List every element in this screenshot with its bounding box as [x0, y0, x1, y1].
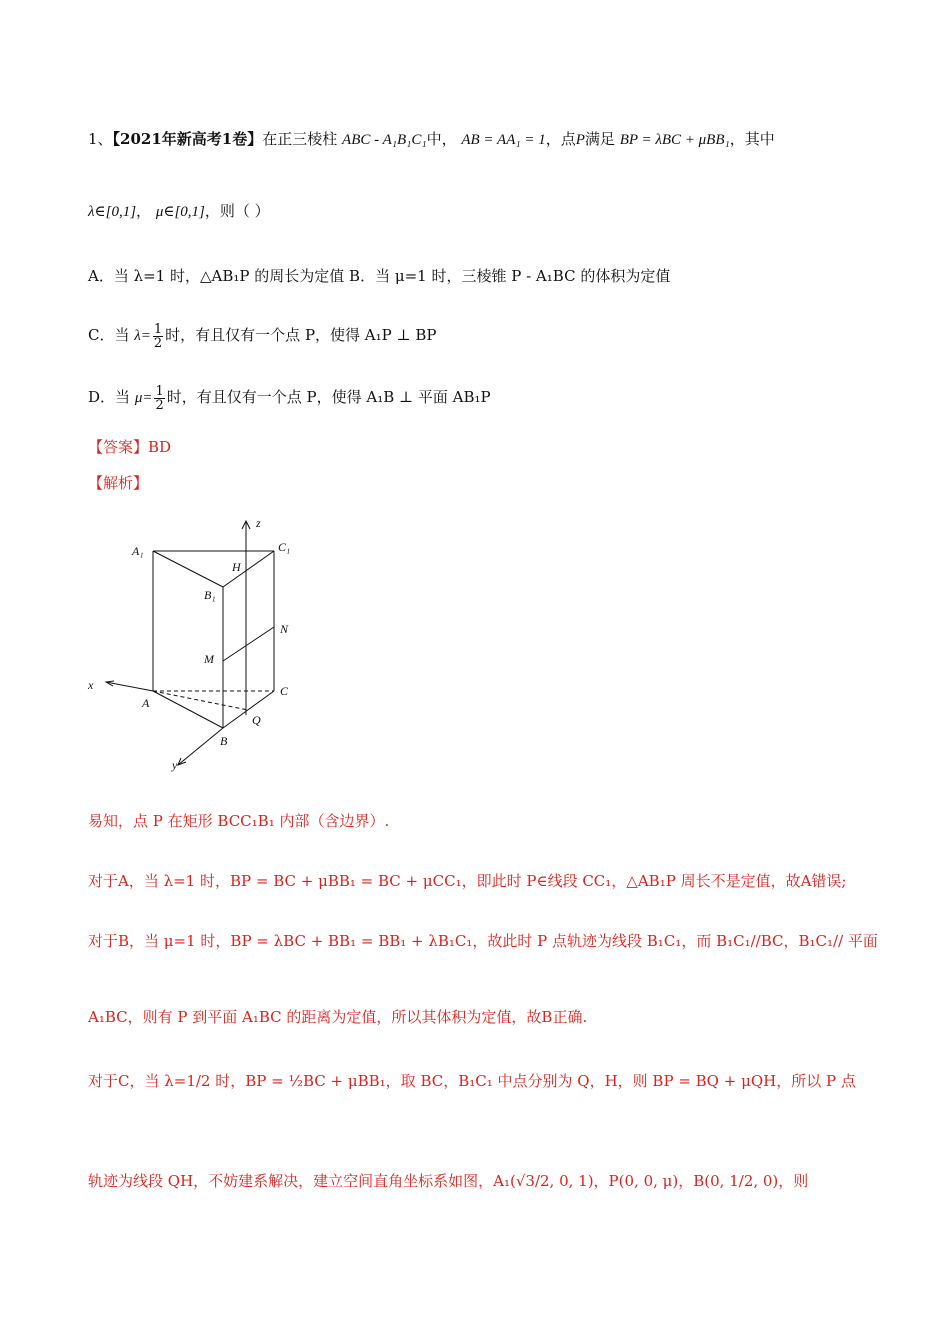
option-c: C．当 λ= $\frac{1}{2}$ 时，有且仅有一个点 P，使得 A₁P ⊥ BP	[88, 321, 437, 351]
label-y: y	[172, 758, 178, 772]
question-line-2: λ∈[0,1]， μ∈[0,1]，则（ ）	[88, 202, 270, 220]
question-line-1: 1、【2021年新高考1卷】在正三棱柱 ABC - A₁B₁C₁中， AB = AA₁ = 1，点P满足 BP = λBC + μBB₁，其中	[88, 130, 775, 148]
answer-line: 【答案】BD	[88, 438, 172, 456]
label-n: N	[280, 622, 289, 636]
label-b1: B₁	[204, 588, 216, 602]
option-a: A．当 λ=1 时，△AB₁P 的周长为定值	[88, 267, 345, 285]
analysis-p4: A₁BC，则有 P 到平面 A₁BC 的距离为定值，所以其体积为定值，故B正确.	[88, 1008, 588, 1026]
analysis-p3: 对于B，当 μ=1 时，BP = λBC + BB₁ = BB₁ + λB₁C₁，故此时 P 点轨迹为线段 B₁C₁，而 B₁C₁//BC，B₁C₁// 平面	[88, 932, 878, 950]
label-c: C	[280, 684, 289, 698]
label-a1: A₁	[132, 544, 144, 558]
segment-aq-hidden	[153, 691, 248, 710]
analysis-p5: 对于C，当 λ=1/2 时，BP = ½BC + μBB₁，取 BC，B₁C₁ 中点分别为 Q，H，则 BP = BQ + μQH，所以 P 点	[88, 1072, 856, 1090]
question-source: 【2021年新高考1卷】	[112, 130, 263, 148]
mu-range: μ∈[0,1]	[155, 204, 205, 220]
x-axis	[106, 682, 153, 691]
option-d: D．当 μ= $\frac{1}{2}$ 时，有且仅有一个点 P，使得 A₁B ⊥ 平面 AB₁P	[88, 383, 491, 413]
edge-a-b	[153, 691, 223, 728]
lambda-range: λ∈[0,1]	[88, 204, 137, 220]
label-b: B	[220, 734, 228, 748]
prism-figure	[80, 515, 310, 775]
edge-a1-b1	[153, 551, 223, 587]
y-axis	[178, 728, 223, 765]
options-a-b	[88, 263, 862, 289]
analysis-p6: 轨迹为线段 QH，不妨建系解决，建立空间直角坐标系如图，A₁(√3/2, 0, 1)，P(0, 0, μ)，B(0, 1/2, 0)，则	[88, 1172, 809, 1190]
label-x: x	[88, 678, 94, 692]
length-condition: AB = AA₁ = 1	[461, 132, 546, 148]
vector-equation: BP = λBC + μBB₁	[619, 132, 730, 148]
edge-b1-c1	[223, 551, 274, 587]
label-z: z	[256, 516, 261, 530]
analysis-p1: 易知，点 P 在矩形 BCC₁B₁ 内部（含边界）.	[88, 812, 390, 830]
label-a: A	[142, 696, 150, 710]
segment-mn	[223, 627, 274, 661]
option-b: B．当 μ=1 时，三棱锥 P - A₁BC 的体积为定值	[349, 267, 671, 285]
edge-b-c	[223, 691, 274, 728]
analysis-heading: 【解析】	[88, 474, 149, 492]
analysis-p2: 对于A，当 λ=1 时，BP = BC + μBB₁ = BC + μCC₁，即此时 P∈线段 CC₁，△AB₁P 周长不是定值，故A错误;	[88, 872, 847, 890]
label-m: M	[204, 652, 214, 666]
label-h: H	[232, 560, 241, 574]
label-c1: C₁	[278, 540, 291, 554]
fraction-half: $\frac{1}{2}$	[153, 321, 163, 351]
prism-name: ABC - A₁B₁C₁	[342, 132, 427, 148]
fraction-half: $\frac{1}{2}$	[155, 383, 164, 413]
label-q: Q	[252, 713, 261, 727]
